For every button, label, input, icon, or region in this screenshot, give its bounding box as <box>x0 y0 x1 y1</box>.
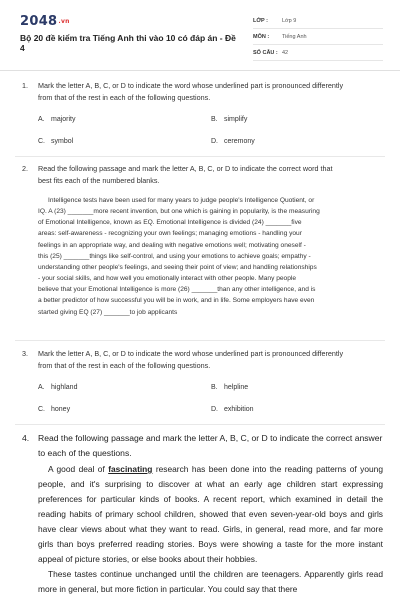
option-letter: D. <box>211 138 218 145</box>
question-number: 4. <box>22 433 30 443</box>
meta-label: MÔN : <box>253 33 270 40</box>
option-letter: B. <box>211 384 218 391</box>
question-number: 3. <box>22 349 28 358</box>
prompt-line: Read the following passage and mark the letter A, B, C, or D to indicate the correct word that <box>38 164 333 173</box>
option-c[interactable] <box>38 138 73 145</box>
option-text: exhibition <box>224 406 254 413</box>
option-letter: B. <box>211 116 218 123</box>
highlighted-word: fascinating <box>108 464 153 474</box>
divider <box>15 424 385 425</box>
question-prompt <box>38 348 343 371</box>
passage-line: started giving EQ (27) _______to job applicants <box>38 308 178 316</box>
option-letter: D. <box>211 406 218 413</box>
meta-value: 42 <box>282 49 289 56</box>
passage-line: a better predictor of how successful you will be in work, and in life. Some employers have even <box>38 297 315 305</box>
option-letter: C. <box>38 138 45 145</box>
reading-passage <box>38 195 383 318</box>
option-b[interactable] <box>211 116 247 123</box>
option-letter: A. <box>38 384 45 391</box>
question-number: 1. <box>22 81 28 90</box>
meta-row-subject <box>253 29 383 45</box>
meta-label: LỚP : <box>253 17 268 24</box>
meta-value: Lớp 9 <box>282 17 297 24</box>
site-logo[interactable] <box>20 14 70 29</box>
logo-suffix: .vn <box>58 18 70 25</box>
question-number: 2. <box>22 164 28 173</box>
prompt-line: from that of the rest in each of the following questions. <box>38 360 211 370</box>
passage-line: IQ. A (23) _______more recent invention, but one which is gaining in popularity, is the measuring <box>38 208 320 216</box>
divider <box>15 156 385 157</box>
meta-label: SỐ CÂU : <box>253 49 278 56</box>
passage-line: Intelligence tests have been used for many years to judge people's Intelligence Quotient, or <box>48 197 315 204</box>
option-d[interactable] <box>211 138 255 145</box>
passage-line: feelings in an appropriate way, and dealing with negative emotions well; motivating oneself - <box>38 241 306 249</box>
prompt-line: best fits each of the numbered blanks. <box>38 175 160 185</box>
passage-line: areas: self-awareness - recognizing your own feelings; managing emotions - handling your <box>38 230 302 238</box>
meta-row-grade <box>253 13 383 29</box>
passage-line: this (25) _______things like self-control, and using your emotions to achieve goals; empathy - <box>38 252 311 260</box>
option-text: helpline <box>224 384 249 391</box>
option-text: simplify <box>224 116 248 123</box>
option-text: ceremony <box>224 138 255 145</box>
prompt-line: Mark the letter A, B, C, or D to indicate the word whose underlined part is pronounced differently <box>38 81 344 90</box>
option-c[interactable] <box>38 406 70 413</box>
page-title: Bộ 20 đề kiểm tra Tiếng Anh thi vào 10 có đáp án - Đề 4 <box>20 33 236 53</box>
reading-passage-2 <box>38 462 383 597</box>
passage-paragraph: These tastes continue unchanged until the children are teenagers. Apparently girls read more in general, but more fiction in particular. You could say that there <box>38 569 383 594</box>
passage-text: research has been done into the reading patterns of young people, and it's surprising to discover at what an early age children start expressing preferences for particular kinds of books. A recent report, which examined in detail the reading habits of primary school children, showed that even seven-year-old boys and girls have clear views about what they want to read. Girls, in general, read more, and far more girls than boys preferred reading stories. Boys were showing a taste for the more instant appeal of picture stories, or else books about their hobbies. <box>38 464 383 564</box>
passage-line: believe that your Emotional Intelligence is more (26) _______than any other intelligence, and is <box>38 286 316 294</box>
option-b[interactable] <box>211 384 248 391</box>
question-prompt <box>38 80 343 103</box>
meta-value: Tiếng Anh <box>282 33 307 40</box>
prompt-line: from that of the rest in each of the following questions. <box>38 92 211 102</box>
option-text: majority <box>51 116 76 123</box>
passage-text: A good deal of <box>48 464 109 474</box>
option-text: honey <box>51 406 71 413</box>
question-prompt: Read the following passage and mark the letter A, B, C, or D to indicate the correct answer to each of the questions. <box>38 433 383 458</box>
question-prompt <box>38 163 332 186</box>
logo-text: 2048 <box>20 14 58 29</box>
passage-line: understanding other people's feelings, and seeing their point of view; and handling relationships <box>38 263 317 271</box>
option-a[interactable] <box>38 116 76 123</box>
option-a[interactable] <box>38 384 77 391</box>
option-letter: C. <box>38 406 45 413</box>
header <box>0 0 400 71</box>
prompt-line: Mark the letter A, B, C, or D to indicate the word whose underlined part is pronounced differently <box>38 349 344 358</box>
passage-line: of Emotional Intelligence, known as EQ. Emotional Intelligence is divided (24) _______five <box>38 219 302 227</box>
option-letter: A. <box>38 116 45 123</box>
option-d[interactable] <box>211 406 254 413</box>
option-text: symbol <box>51 138 74 145</box>
passage-paragraph <box>38 462 383 567</box>
divider <box>15 340 385 341</box>
option-text: highland <box>51 384 78 391</box>
passage-line: - your social skills, and how well you emotionally interact with other people. Many people <box>38 275 297 283</box>
meta-row-count <box>253 45 383 61</box>
meta-table <box>253 13 383 61</box>
